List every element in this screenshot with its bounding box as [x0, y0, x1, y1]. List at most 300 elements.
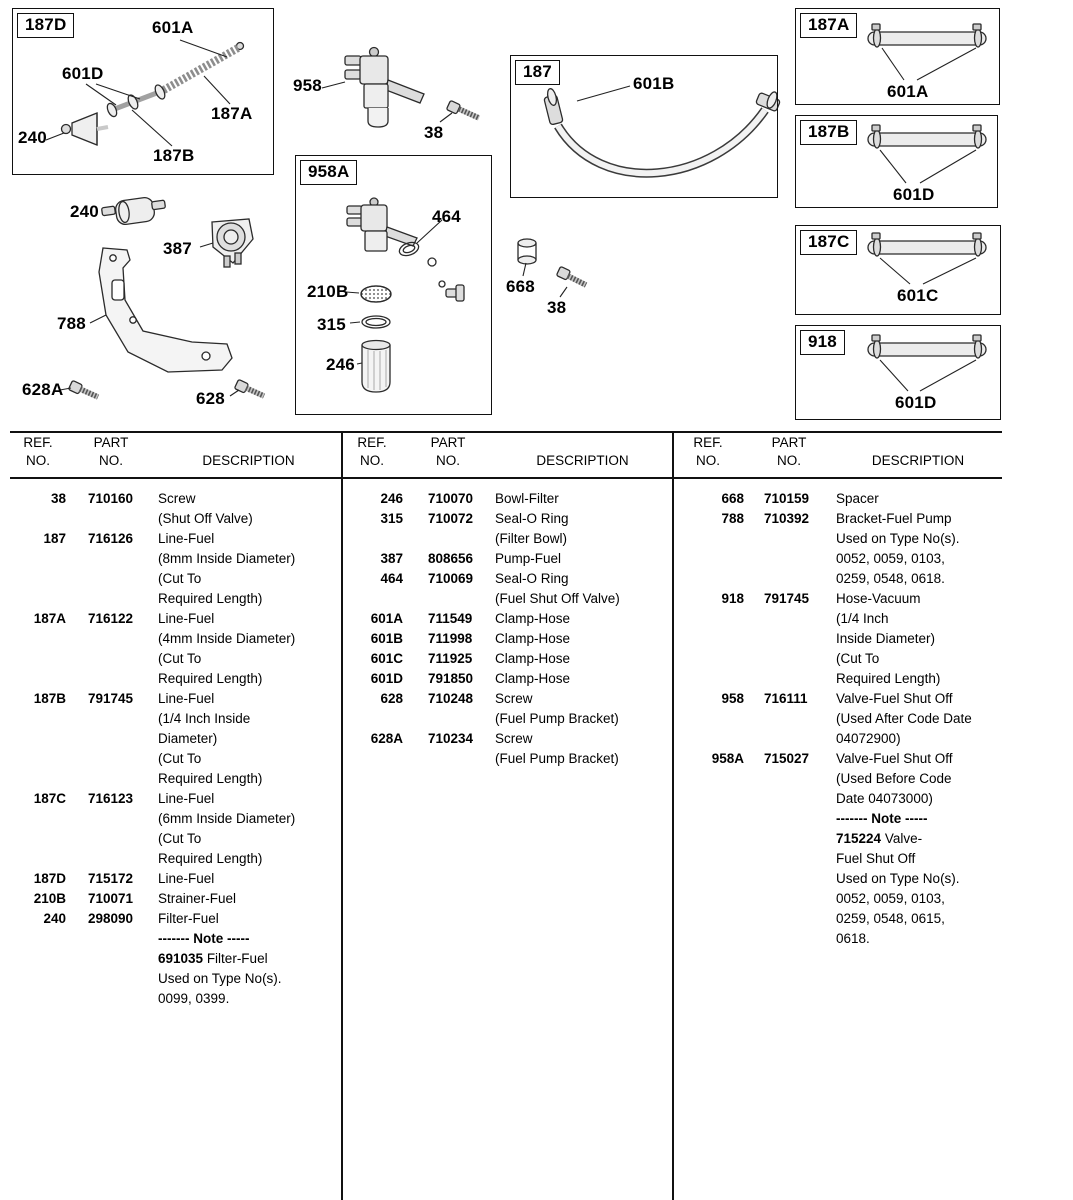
table-row — [672, 889, 1002, 909]
part-no-cell: 710069 — [428, 571, 474, 586]
part-no-cell: 791745 — [764, 591, 810, 606]
description-cell: 0259, 0548, 0615, — [836, 911, 945, 926]
header-ref: REF. — [23, 435, 53, 450]
part-callout-788: 788 — [57, 314, 86, 333]
table-row — [10, 489, 341, 509]
ref-no-cell — [672, 929, 744, 949]
header-ref: REF. — [693, 435, 723, 450]
ref-no-cell: 601B — [370, 631, 403, 646]
description-cell: Inside Diameter) — [836, 631, 936, 646]
part-no-cell: 716111 — [764, 691, 808, 706]
column-header — [10, 434, 341, 452]
table-row — [10, 769, 341, 789]
table-row — [10, 629, 341, 649]
part-no-cell — [66, 509, 156, 529]
part-no-cell — [66, 829, 156, 849]
ref-no-cell — [10, 749, 66, 769]
table-row — [341, 749, 672, 769]
region-label: 187A — [800, 13, 857, 38]
header-part: PART — [430, 435, 466, 450]
column-header — [672, 434, 1002, 452]
table-row — [672, 489, 1002, 509]
header-ref-no: NO. — [359, 453, 384, 468]
table-row — [341, 669, 672, 689]
ref-no-cell — [672, 829, 744, 849]
part-no-cell: 710159 — [764, 491, 810, 506]
parts-column-1 — [10, 434, 341, 1009]
ref-no-cell: 788 — [721, 511, 744, 526]
table-row — [672, 649, 1002, 669]
header-ref-no: NO. — [25, 453, 50, 468]
table-row — [672, 789, 1002, 809]
ref-no-cell: 464 — [380, 571, 403, 586]
part-no-cell — [744, 769, 834, 789]
ref-no-cell — [672, 549, 744, 569]
screw-illustration-top — [446, 100, 479, 118]
description-cell: Bowl-Filter — [495, 491, 559, 506]
ref-no-cell: 668 — [721, 491, 744, 506]
column-header-line2 — [341, 452, 672, 470]
part-callout-628: 628 — [196, 389, 225, 408]
table-row — [341, 489, 672, 509]
column-body — [672, 489, 1002, 949]
table-row — [341, 509, 672, 529]
part-no-cell — [744, 569, 834, 589]
ref-no-cell: 315 — [380, 511, 403, 526]
description-cell: 0259, 0548, 0618. — [836, 571, 945, 586]
part-no-cell: 716122 — [88, 611, 134, 626]
column-header-line2 — [672, 452, 1002, 470]
part-callout-210B: 210B — [307, 282, 349, 301]
ref-no-cell — [10, 669, 66, 689]
ref-no-cell: 628 — [380, 691, 403, 706]
region-label: 187 — [515, 60, 560, 85]
part-no-cell — [403, 529, 493, 549]
part-no-cell — [66, 669, 156, 689]
description-cell: Used on Type No(s). — [158, 971, 282, 986]
part-callout-628A: 628A — [22, 380, 64, 399]
table-row — [341, 589, 672, 609]
table-row — [672, 909, 1002, 929]
description-cell: (Cut To — [158, 751, 202, 766]
part-callout-187A: 187A — [211, 104, 253, 123]
part-no-cell: 710160 — [88, 491, 134, 506]
table-row — [341, 709, 672, 729]
description-cell: (Cut To — [158, 651, 202, 666]
table-row — [10, 529, 341, 549]
ref-no-cell — [672, 569, 744, 589]
ref-no-cell: 628A — [370, 731, 403, 746]
part-no-cell: 808656 — [428, 551, 474, 566]
description-cell: Screw — [495, 691, 533, 706]
description-cell: (Cut To — [158, 571, 202, 586]
table-row — [672, 709, 1002, 729]
part-no-cell — [66, 949, 156, 969]
table-row — [10, 509, 341, 529]
part-no-cell — [744, 649, 834, 669]
ref-no-cell: 958 — [721, 691, 744, 706]
ref-no-cell — [10, 509, 66, 529]
table-row — [341, 649, 672, 669]
ref-no-cell — [10, 949, 66, 969]
part-no-cell: 716126 — [88, 531, 134, 546]
part-callout-601B: 601B — [633, 74, 675, 93]
description-cell: (Fuel Shut Off Valve) — [495, 591, 620, 606]
part-no-cell — [66, 709, 156, 729]
ref-no-cell: 918 — [721, 591, 744, 606]
fuel-pump-illustration — [212, 219, 253, 267]
parts-column-3 — [672, 434, 1002, 949]
table-top-rule — [10, 431, 1002, 433]
part-callout-187B: 187B — [153, 146, 195, 165]
description-cell: Pump-Fuel — [495, 551, 562, 566]
region-label: 187D — [17, 13, 74, 38]
part-callout-601A-2: 601A — [887, 82, 929, 101]
table-row — [672, 609, 1002, 629]
description-cell: 0099, 0399. — [158, 991, 230, 1006]
ref-no-cell: 38 — [50, 491, 66, 506]
part-no-cell: 710071 — [88, 891, 134, 906]
part-no-cell — [744, 729, 834, 749]
table-row — [672, 629, 1002, 649]
table-row — [672, 809, 1002, 829]
table-row — [341, 729, 672, 749]
header-part-no: NO. — [776, 453, 801, 468]
table-row — [10, 969, 341, 989]
ref-no-cell: 387 — [380, 551, 403, 566]
description-cell: (Fuel Pump Bracket) — [495, 711, 619, 726]
part-no-cell: 711998 — [428, 631, 473, 646]
description-cell: Fuel Shut Off — [836, 851, 916, 866]
part-callout-315: 315 — [317, 315, 346, 334]
description-cell: (Filter Bowl) — [495, 531, 568, 546]
ref-no-cell — [672, 649, 744, 669]
table-row — [341, 629, 672, 649]
ref-no-cell — [10, 729, 66, 749]
part-no-cell — [744, 549, 834, 569]
ref-no-cell — [341, 529, 403, 549]
part-no-cell — [66, 629, 156, 649]
table-row — [341, 569, 672, 589]
table-row — [672, 849, 1002, 869]
region-label: 187C — [800, 230, 857, 255]
ref-no-cell — [10, 589, 66, 609]
description-cell: 691035 Filter-Fuel — [158, 951, 268, 966]
description-cell: Valve-Fuel Shut Off — [836, 751, 953, 766]
description-cell: (Cut To — [158, 831, 202, 846]
part-no-cell — [744, 809, 834, 829]
table-row — [10, 849, 341, 869]
part-callout-958: 958 — [293, 76, 322, 95]
part-no-cell — [403, 709, 493, 729]
part-no-cell — [66, 549, 156, 569]
description-cell: (8mm Inside Diameter) — [158, 551, 296, 566]
part-callout-601D: 601D — [62, 64, 104, 83]
ref-no-cell: 187A — [33, 611, 66, 626]
description-cell: Line-Fuel — [158, 611, 215, 626]
table-row — [10, 909, 341, 929]
table-row — [672, 869, 1002, 889]
description-cell: ------- Note ----- — [158, 931, 250, 946]
description-cell: Seal-O Ring — [495, 511, 569, 526]
ref-no-cell — [672, 909, 744, 929]
description-cell: Line-Fuel — [158, 691, 215, 706]
description-cell: 0618. — [836, 931, 870, 946]
part-no-cell — [66, 769, 156, 789]
description-cell: Diameter) — [158, 731, 218, 746]
description-cell: 715224 Valve- — [836, 831, 923, 846]
table-row — [672, 749, 1002, 769]
description-cell: 0052, 0059, 0103, — [836, 551, 945, 566]
header-description: DESCRIPTION — [202, 453, 295, 468]
part-callout-601A: 601A — [152, 18, 194, 37]
part-no-cell: 711925 — [428, 651, 473, 666]
ref-no-cell — [672, 709, 744, 729]
part-callout-38: 38 — [424, 123, 444, 142]
ref-no-cell — [10, 969, 66, 989]
ref-no-cell — [10, 769, 66, 789]
table-row — [10, 889, 341, 909]
part-no-cell: 710248 — [428, 691, 474, 706]
header-part-no: NO. — [435, 453, 460, 468]
ref-no-cell — [672, 889, 744, 909]
table-row — [341, 549, 672, 569]
ref-no-cell: 210B — [33, 891, 66, 906]
part-no-cell — [744, 929, 834, 949]
part-no-cell — [66, 849, 156, 869]
table-row — [10, 669, 341, 689]
description-cell: Required Length) — [158, 591, 263, 606]
ref-no-cell — [10, 829, 66, 849]
description-cell: Valve-Fuel Shut Off — [836, 691, 953, 706]
ref-no-cell — [341, 589, 403, 609]
description-cell: Bracket-Fuel Pump — [836, 511, 952, 526]
table-row — [10, 929, 341, 949]
part-no-cell — [403, 749, 493, 769]
part-no-cell: 710392 — [764, 511, 810, 526]
description-cell: Required Length) — [836, 671, 941, 686]
description-cell: Line-Fuel — [158, 871, 215, 886]
ref-no-cell — [672, 809, 744, 829]
description-cell: Used on Type No(s). — [836, 871, 960, 886]
ref-no-cell — [10, 849, 66, 869]
header-desc-spacer — [156, 434, 341, 452]
header-part-no: NO. — [98, 453, 123, 468]
part-no-cell: 710072 — [428, 511, 474, 526]
table-row — [10, 869, 341, 889]
description-cell: Screw — [495, 731, 533, 746]
part-no-cell — [744, 869, 834, 889]
description-cell: (6mm Inside Diameter) — [158, 811, 296, 826]
part-no-cell — [66, 749, 156, 769]
part-no-cell: 710234 — [428, 731, 474, 746]
ref-no-cell — [10, 569, 66, 589]
description-cell: 04072900) — [836, 731, 901, 746]
ref-no-cell: 187 — [43, 531, 66, 546]
description-cell: Clamp-Hose — [495, 671, 571, 686]
table-row — [10, 729, 341, 749]
table-row — [672, 529, 1002, 549]
part-no-cell: 710070 — [428, 491, 474, 506]
region-box-187D — [12, 8, 274, 175]
ref-no-cell — [10, 709, 66, 729]
part-no-cell: 711549 — [428, 611, 473, 626]
part-callout-246: 246 — [326, 355, 355, 374]
table-row — [672, 769, 1002, 789]
description-cell: Clamp-Hose — [495, 611, 571, 626]
part-no-cell — [66, 989, 156, 1009]
part-no-cell: 716123 — [88, 791, 134, 806]
column-header — [341, 434, 672, 452]
table-row — [10, 989, 341, 1009]
table-row — [672, 929, 1002, 949]
ref-no-cell — [10, 649, 66, 669]
table-row — [10, 649, 341, 669]
part-no-cell — [744, 629, 834, 649]
part-callout-387: 387 — [163, 239, 192, 258]
table-row — [10, 709, 341, 729]
part-no-cell — [66, 969, 156, 989]
ref-no-cell: 240 — [43, 911, 66, 926]
description-cell: (1/4 Inch Inside — [158, 711, 251, 726]
ref-no-cell — [10, 549, 66, 569]
screw-628-illustration — [234, 379, 264, 396]
description-cell: Filter-Fuel — [158, 911, 219, 926]
header-ref: REF. — [357, 435, 387, 450]
description-cell: Required Length) — [158, 851, 263, 866]
ref-no-cell — [10, 629, 66, 649]
table-row — [672, 569, 1002, 589]
table-row — [672, 509, 1002, 529]
header-desc-spacer — [834, 434, 1002, 452]
description-cell: Required Length) — [158, 671, 263, 686]
description-cell: Clamp-Hose — [495, 631, 571, 646]
part-callout-240: 240 — [18, 128, 47, 147]
table-row — [672, 829, 1002, 849]
part-no-cell — [744, 789, 834, 809]
ref-no-cell — [672, 609, 744, 629]
description-cell: (Shut Off Valve) — [158, 511, 253, 526]
ref-no-cell — [341, 749, 403, 769]
header-description: DESCRIPTION — [536, 453, 629, 468]
ref-no-cell — [10, 929, 66, 949]
screw-illustration-lower — [556, 266, 586, 285]
ref-no-cell — [341, 709, 403, 729]
description-cell: Used on Type No(s). — [836, 531, 960, 546]
table-row — [672, 669, 1002, 689]
table-row — [10, 749, 341, 769]
table-row — [672, 549, 1002, 569]
spacer-illustration — [518, 239, 536, 264]
part-callout-601D-2: 601D — [893, 185, 935, 204]
part-callout-601C: 601C — [897, 286, 939, 305]
ref-no-cell — [10, 809, 66, 829]
header-part: PART — [93, 435, 129, 450]
ref-no-cell — [10, 989, 66, 1009]
part-no-cell — [66, 649, 156, 669]
table-row — [341, 689, 672, 709]
column-body — [341, 489, 672, 769]
ref-no-cell: 187D — [33, 871, 66, 886]
part-no-cell — [744, 529, 834, 549]
part-no-cell — [744, 829, 834, 849]
ref-no-cell — [672, 769, 744, 789]
description-cell: 0052, 0059, 0103, — [836, 891, 945, 906]
ref-no-cell: 187B — [33, 691, 66, 706]
part-callout-601D-3: 601D — [895, 393, 937, 412]
part-no-cell — [744, 669, 834, 689]
description-cell: Clamp-Hose — [495, 651, 571, 666]
part-no-cell — [744, 609, 834, 629]
ref-no-cell: 187C — [33, 791, 66, 806]
description-cell: (Used After Code Date — [836, 711, 972, 726]
ref-no-cell — [672, 729, 744, 749]
table-row — [672, 589, 1002, 609]
ref-no-cell: 246 — [380, 491, 403, 506]
part-no-cell — [744, 849, 834, 869]
table-row — [10, 589, 341, 609]
description-cell: (4mm Inside Diameter) — [158, 631, 296, 646]
ref-no-cell — [672, 629, 744, 649]
table-row — [10, 809, 341, 829]
description-cell: Seal-O Ring — [495, 571, 569, 586]
table-row — [341, 529, 672, 549]
table-row — [341, 609, 672, 629]
ref-no-cell — [672, 849, 744, 869]
part-no-cell — [403, 589, 493, 609]
column-header-line2 — [10, 452, 341, 470]
part-no-cell: 298090 — [88, 911, 134, 926]
part-callout-38-2: 38 — [547, 298, 567, 317]
ref-no-cell: 601C — [370, 651, 403, 666]
part-callout-668: 668 — [506, 277, 535, 296]
header-description: DESCRIPTION — [871, 453, 965, 468]
part-no-cell — [66, 729, 156, 749]
part-callout-464: 464 — [432, 207, 461, 226]
part-no-cell — [744, 909, 834, 929]
description-cell: Line-Fuel — [158, 531, 215, 546]
part-no-cell — [66, 589, 156, 609]
table-row — [10, 789, 341, 809]
description-cell: (Cut To — [836, 651, 880, 666]
description-cell: ------- Note ----- — [836, 811, 928, 826]
header-desc-spacer — [493, 434, 672, 452]
ref-no-cell — [672, 529, 744, 549]
part-no-cell: 791745 — [88, 691, 134, 706]
fuel-pump-bracket-illustration — [99, 248, 232, 372]
part-no-cell — [744, 889, 834, 909]
parts-column-2 — [341, 434, 672, 769]
part-no-cell: 715172 — [88, 871, 134, 886]
screw-628A-illustration — [68, 380, 98, 397]
part-no-cell — [66, 929, 156, 949]
header-part: PART — [771, 435, 807, 450]
table-row — [10, 569, 341, 589]
ref-no-cell — [672, 869, 744, 889]
ref-no-cell: 601D — [370, 671, 403, 686]
part-no-cell — [66, 809, 156, 829]
fuel-shutoff-valve-illustration — [345, 48, 424, 128]
region-label: 958A — [300, 160, 357, 185]
ref-no-cell: 601A — [370, 611, 403, 626]
table-row — [10, 549, 341, 569]
table-row — [10, 829, 341, 849]
description-cell: Screw — [158, 491, 196, 506]
description-cell: (1/4 Inch — [836, 611, 889, 626]
ref-no-cell: 958A — [711, 751, 744, 766]
fuel-filter-illustration — [102, 196, 166, 225]
header-ref-no: NO. — [695, 453, 720, 468]
